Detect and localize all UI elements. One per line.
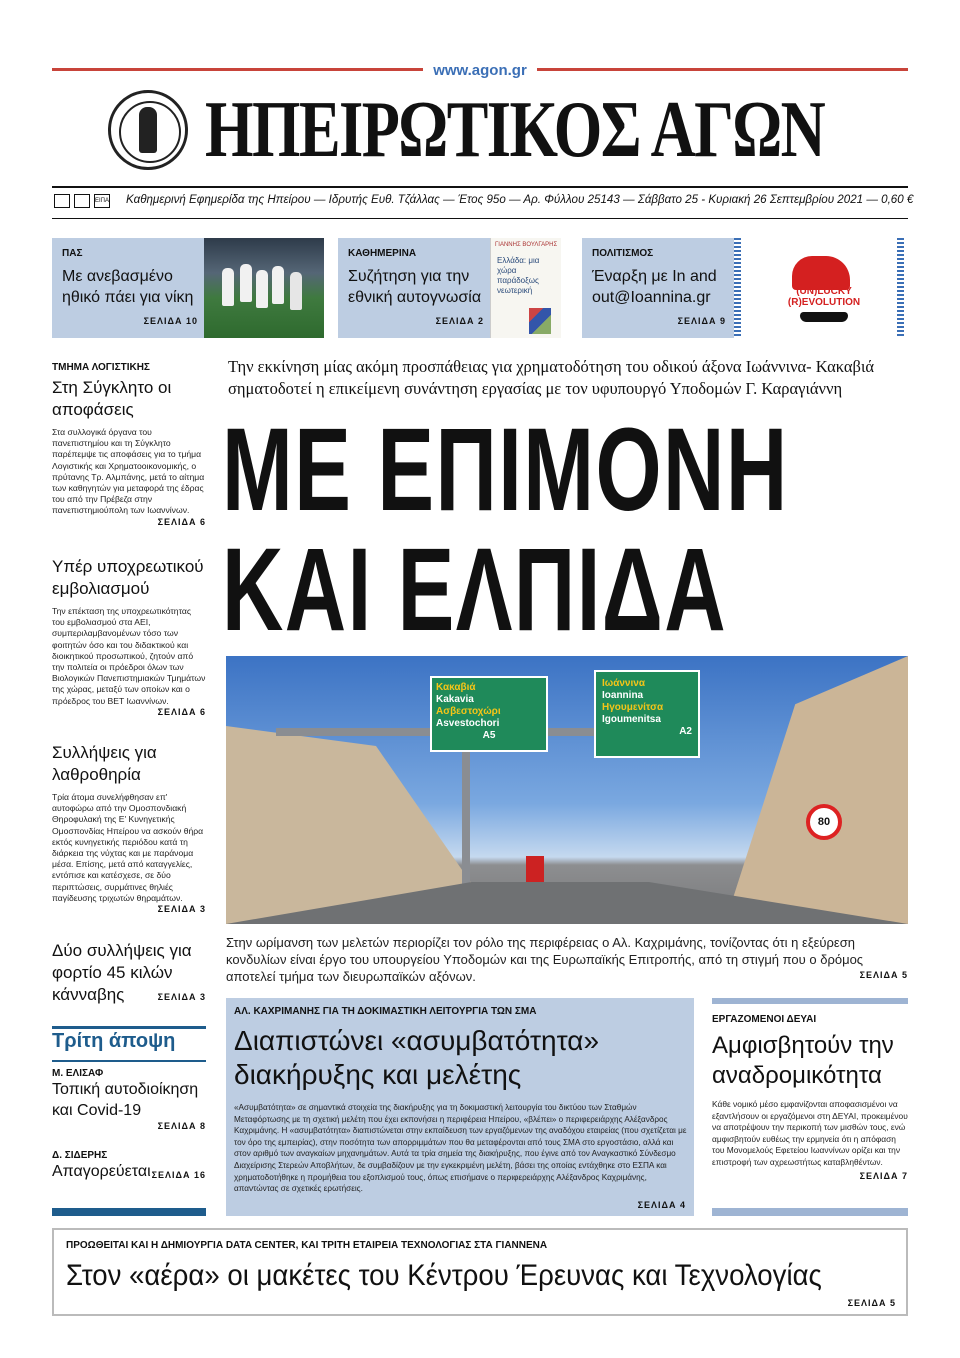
left-article-2[interactable]: Υπέρ υποχρεωτικού εμβολιασμού Την επέκταση της υποχρεωτικότητας του εμβολιασμού στα ΑΕΙ, συμπεριλαμβανομένων τόσο των φοιτητών όσο και του διδακτικού και διοικητικού προσωπικού, ζητούν από την πολιτεία οι πρόεδροι όλων των Βιολογικών Πανεπιστημιακών Τμημάτων της χώρας, μεταξύ των οποίων και ο πρόεδρος του ΒΕΤ Ιωαννίνων. ΣΕΛΙΔΑ 6 bbox=[52, 557, 206, 717]
speed-limit-icon: 80 bbox=[806, 804, 842, 840]
badge-icon bbox=[74, 194, 90, 208]
road-sign-left: Κακαβιά Kakavia Ασβεστοχώρι Asvestochori A5 bbox=[430, 676, 548, 752]
eipa-logo-icon: ΕΙΠΑ bbox=[94, 194, 110, 208]
deyai-bottom-rule bbox=[712, 1208, 908, 1216]
newspaper-icon bbox=[54, 194, 70, 208]
bottom-article[interactable]: ΠΡΟΩΘΕΙΤΑΙ ΚΑΙ Η ΔΗΜΙΟΥΡΓΙΑ DATA CENTER, ΚΑΙ ΤΡΙΤΗ ΕΤΑΙΡΕΙΑ ΤΕΧΝΟΛΟΓΙΑΣ ΣΤΑ ΓΙΑΝΝΕΝΑ Στον «αέρα» οι μακέτες του Κέντρου Έρευνας και Τεχνολογίας ΣΕΛΙΔΑ 5 bbox=[52, 1228, 908, 1316]
masthead-title: ΗΠΕΙΡΩΤΙΚΟΣ ΑΓΩΝ bbox=[205, 86, 825, 174]
opinion-item-1[interactable]: Μ. ΕΛΙΣΑΦ Τοπική αυτοδιοίκηση και Covid-19 ΣΕΛΙΔΑ 8 bbox=[52, 1068, 206, 1131]
left-article-3[interactable]: Συλλήψεις για λαθροθηρία Τρία άτομα συνελήφθησαν επ' αυτοφώρω από την Ομοσπονδιακή Θηροφυλακή της Ε' Κυνηγετικής Ομοσπονδίας Ηπείρου να ασκούν θήρα εκτός κυνηγετικής περιόδου κατά τη διάρκεια της νύχτας και με παράνομα μέσα. Επίσης, μετά από καταγγελίες, εντόπισε και κατέσχεσε, σε δύο περιπτώσεις, συρμάτινες θηλιές παγίδευσης τριχωτών θηραμάτων. ΣΕΛΙΔΑ 3 bbox=[52, 743, 206, 915]
opinion-rule-bottom bbox=[52, 1208, 206, 1216]
left-article-4[interactable]: Δύο συλλήψεις για φορτίο 45 κιλών κάνναβης ΣΕΛΙΔΑ 3 bbox=[52, 941, 206, 1004]
teaser-sports[interactable]: ΠΑΣ Με ανεβασμένο ηθικό πάει για νίκη ΣΕΛΙΔΑ 10 bbox=[52, 238, 204, 338]
road-sign-right: Ιωάννινα Ioannina Ηγουμενίτσα Igoumenitsa A2 bbox=[594, 670, 700, 758]
photo-caption: Στην ωρίμανση των μελετών περιορίζει τον ρόλο της περιφέρειας ο Αλ. Καχριμάνης, τονίζοντας ότι η εξεύρεση κονδυλίων είναι έργο του υπουργείου Υποδομών και της Ευρωπαϊκής Επιτροπής, από τη στιγμή που ο δρόμος αποτελεί τμήμα των διευρωπαϊκών αξόνων. bbox=[226, 935, 864, 984]
site-url[interactable]: www.agon.gr bbox=[0, 62, 960, 80]
deyai-article[interactable]: ΕΡΓΑΖΟΜΕΝΟΙ ΔΕΥΑΙ Αμφισβητούν την αναδρομικότητα Κάθε νομικό μέσο εμφανίζονται αποφασισμένοι να εξαντλήσουν οι εργαζόμενοι στη ΔΕΥΑΙ, προκειμένου να αποτρέψουν την περικοπή των μισθών τους, ενώ αμφισβητούν ευθέως την ερμηνεία ότι η απόφαση του Μονομελούς Εφετείου Ιωαννίνων ορίζει και την επιστροφή των αχρεωστήτως καταβληθέντων. ΣΕΛΙΔΑ 7 bbox=[712, 998, 908, 1181]
main-headline[interactable]: ΜΕ ΕΠΙΜΟΝΗ ΚΑΙ ΕΛΠΙΔΑ bbox=[222, 404, 789, 656]
unlucky-revolution-logo: (UN)LUCKY (R)EVOLUTION bbox=[740, 238, 908, 338]
teaser-culture[interactable]: ΠΟΛΙΤΙΣΜΟΣ Έναρξη με In and out@Ioannina.gr ΣΕΛΙΔΑ 9 bbox=[582, 238, 740, 338]
highway-photo bbox=[226, 656, 908, 924]
football-photo bbox=[204, 238, 324, 338]
teaser-daily[interactable]: ΚΑΘΗΜΕΡΙΝΑ Συζήτηση για την εθνική αυτογνωσία ΣΕΛΙΔΑ 2 bbox=[338, 238, 490, 338]
opinion-rule-mid bbox=[52, 1060, 206, 1062]
sma-article[interactable]: ΑΛ. ΚΑΧΡΙΜΑΝΗΣ ΓΙΑ ΤΗ ΔΟΚΙΜΑΣΤΙΚΗ ΛΕΙΤΟΥΡΓΙΑ ΤΩΝ ΣΜΑ Διαπιστώνει «ασυμβατότητα» διακήρυξης και μελέτης «Ασυμβατότητα» σε σημαντικά στοιχεία της διακήρυξης για τη δοκιμαστική λειτουργία του δικτύου των Σταθμών Μεταφόρτωσης με τη σχετική μελέτη που έχει εκπονήσει η περιφέρεια Ηπείρου, «βλέπει» ο περιφερειάρχης Αλέξανδρος Καχριμάνης. Η «ασυμβατότητα» διαπιστώνεται στην εκπαίδευση των εργαζόμενων της αναδόχου εταιρείας (που σχετίζεται με τον όρο της εμπειρίας), στην ποσότητα των απορριμμάτων που θα μεταφέρονται από τους ΣΜΑ στο εργοστάσιο, αλλά και στον αριθμό των αναγκαίων μηχανημάτων. Αυτά τα τρία σημεία της διακήρυξης, που έγινε από τον Αναγκαστικό Σύνδεσμο Διαχείρισης Στερεών Αποβλήτων, δε συμβαδίζουν με την εγκεκριμένη μελέτη, βάσει της οποίας εντάχθηκε στο ΕΣΠΑ και χρηματοδοτήθηκε η προμήθεια του εξοπλισμού τους, όπως επισήμανε ο περιφερειάρχης Αλέξανδρος Καχριμάνης, απαντώντας σε σχετικές ερωτήσεις. ΣΕΛΙΔΑ 4 bbox=[226, 998, 694, 1216]
main-deck: Την εκκίνηση μίας ακόμη προσπάθειας για χρηματοδότηση του οδικού άξονα Ιωάννινα- Κακαβιά σηματοδοτεί η επικείμενη συνάντηση εργασίας με τον υφυπουργό Υποδομών Γ. Καραγιάννη bbox=[228, 357, 875, 398]
left-article-1[interactable]: ΤΜΗΜΑ ΛΟΓΙΣΤΙΚΗΣ Στη Σύγκλητο οι αποφάσεις Στα συλλογικά όργανα του πανεπιστημίου και τη Σύγκλητο παρέπεμψε τις αποφάσεις για το τμήμα Λογιστικής και Χρηματοοικονομικής, ο πρύτανης Τρ. Αλμπάνης, μετά το αίτημα των καθηγητών για μεταφορά της έδρας του από την Πρέβεζα στην πανεπιστημιούπολη των Ιωαννίνων. ΣΕΛΙΔΑ 6 bbox=[52, 362, 206, 527]
main-page-ref[interactable]: ΣΕΛΙΔΑ 5 bbox=[859, 970, 908, 980]
book-cover: ΓΙΑΝΝΗΣ ΒΟΥΛΓΑΡΗΣ Ελλάδα: μια χώρα παράδοξως νεωτερική bbox=[490, 238, 561, 338]
opinion-rule-top bbox=[52, 1026, 206, 1029]
issue-info: Καθημερινή Εφημερίδα της Ηπείρου — Ιδρυτής Ευθ. Τζάλλας — Έτος 95ο — Αρ. Φύλλου 25143 — Σάββατο 25 - Κυριακή 26 Σεπτεμβρίου 2021 — 0,60 € bbox=[126, 193, 914, 206]
opinion-item-2[interactable]: Δ. ΣΙΔΕΡΗΣ Απαγορεύεται ΣΕΛΙΔΑ 16 bbox=[52, 1150, 206, 1180]
info-icons bbox=[54, 194, 110, 208]
seal-logo-icon bbox=[108, 90, 188, 170]
opinion-heading: Τρίτη άποψη bbox=[52, 1030, 176, 1052]
